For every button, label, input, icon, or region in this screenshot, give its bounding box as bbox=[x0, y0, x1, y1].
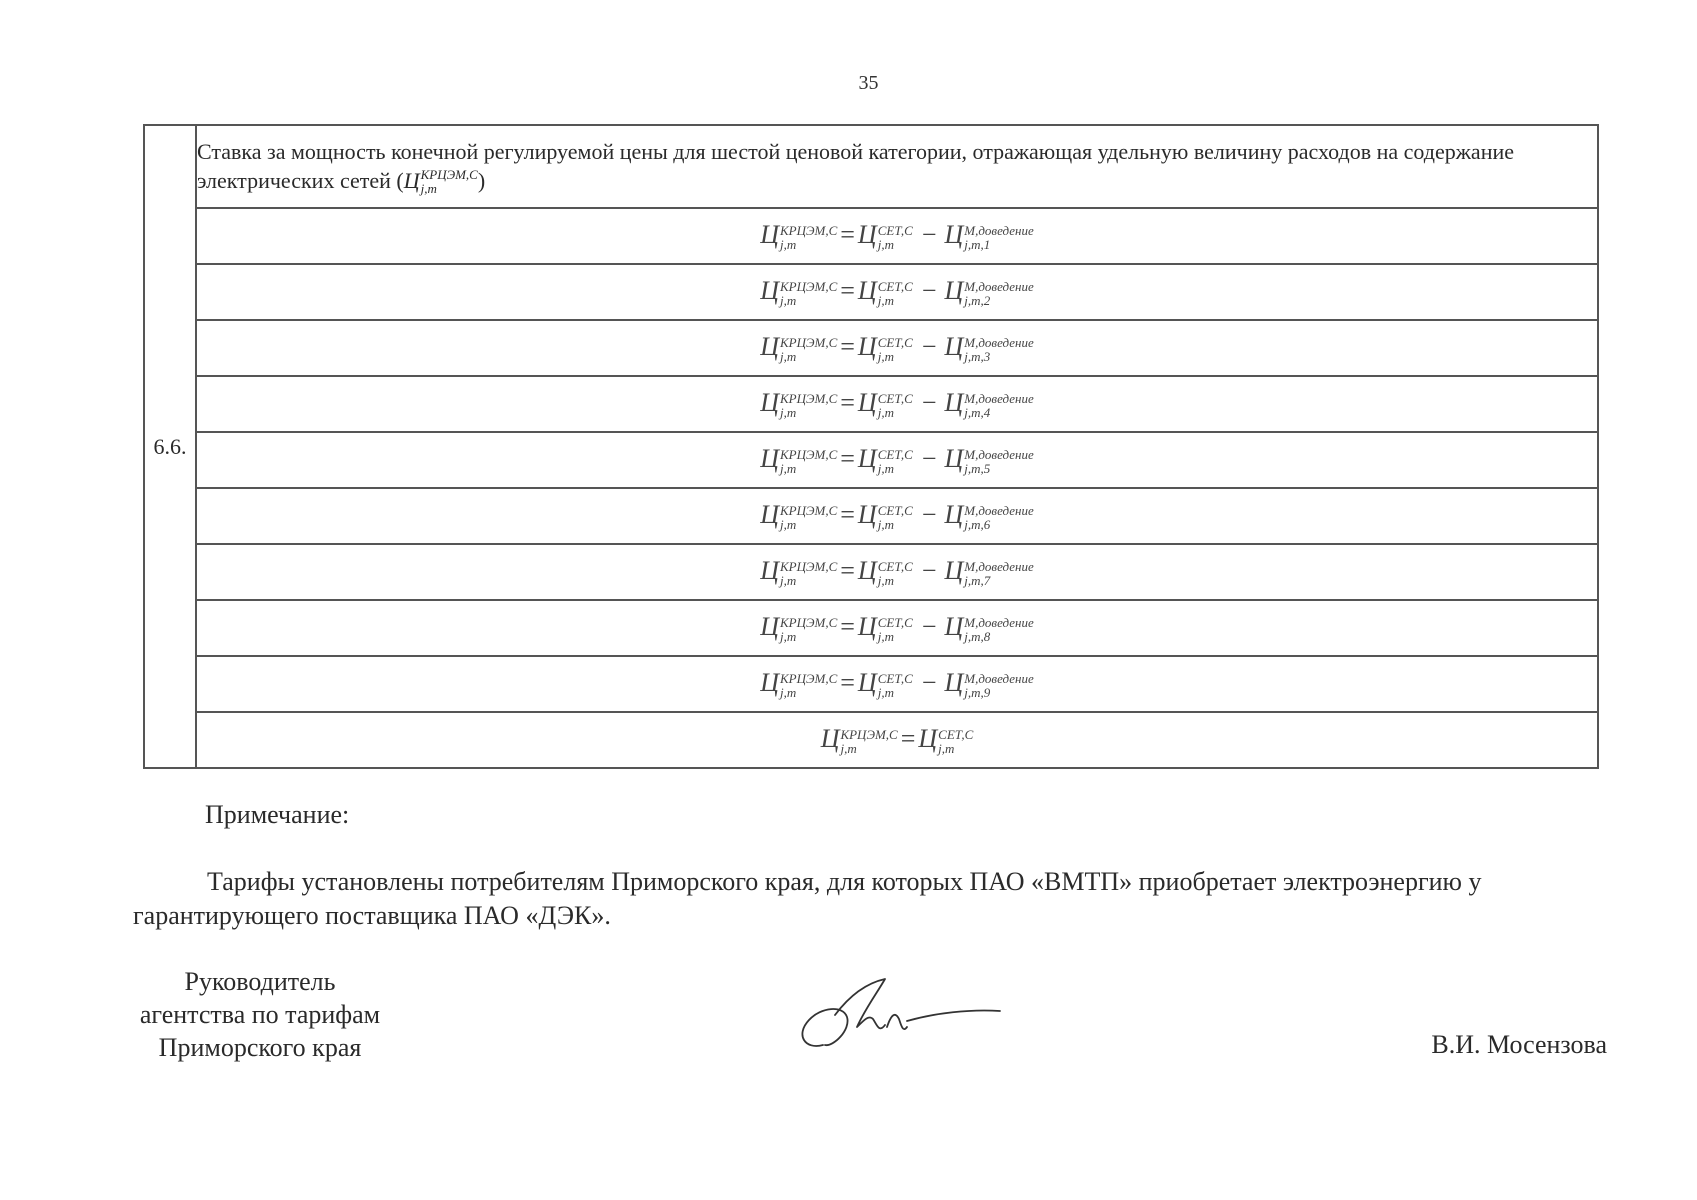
formula-row bbox=[144, 264, 1598, 320]
minus-sign: − bbox=[921, 220, 937, 250]
formula-cell bbox=[196, 376, 1598, 432]
formula-m-term: Ц М,доведение j,m,1 bbox=[944, 220, 1034, 252]
description-close: ) bbox=[477, 167, 486, 193]
formula-m-term: Ц М,доведение j,m,2 bbox=[944, 276, 1034, 308]
equals-sign: = bbox=[840, 668, 855, 698]
note-title: Примечание: bbox=[205, 800, 350, 829]
note-text: Тарифы установлены потребителям Приморского края, для которых ПАО «ВМТП» приобретает электроэнергию у гарантирующего поставщика ПАО «ДЭК». bbox=[133, 867, 1482, 930]
formula bbox=[760, 220, 1034, 251]
minus-sign: − bbox=[921, 388, 937, 418]
signatory-line-1: Руководитель bbox=[184, 967, 336, 996]
formula-m-term: Ц М,доведение j,m,8 bbox=[944, 612, 1034, 644]
formula-cell bbox=[196, 488, 1598, 544]
formula-lhs: Ц КРЦЭМ,С j,m bbox=[760, 668, 838, 700]
formula-set-term: Ц СЕТ,С j,m bbox=[857, 276, 913, 308]
formula-set-term: Ц СЕТ,С j,m bbox=[857, 388, 913, 420]
row-description bbox=[196, 125, 1598, 208]
formula-set-term: Ц СЕТ,С j,m bbox=[857, 612, 913, 644]
formula bbox=[760, 388, 1034, 419]
equals-sign: = bbox=[840, 220, 855, 250]
formula-cell bbox=[196, 656, 1598, 712]
minus-sign: − bbox=[921, 668, 937, 698]
formula bbox=[821, 724, 974, 755]
formula-m-term: Ц М,доведение j,m,3 bbox=[944, 332, 1034, 364]
minus-sign: − bbox=[921, 332, 937, 362]
formula-set-term: Ц СЕТ,С j,m bbox=[857, 220, 913, 252]
formula-row bbox=[144, 600, 1598, 656]
formula-cell bbox=[196, 544, 1598, 600]
minus-sign: − bbox=[921, 500, 937, 530]
signer-name: В.И. Мосензова bbox=[1431, 1030, 1607, 1059]
formula-row bbox=[144, 432, 1598, 488]
formula-row bbox=[144, 544, 1598, 600]
formula-set-term: Ц СЕТ,С j,m bbox=[857, 556, 913, 588]
formula-lhs: Ц КРЦЭМ,С j,m bbox=[760, 220, 838, 252]
formula-row bbox=[144, 208, 1598, 264]
formula-cell bbox=[196, 600, 1598, 656]
formula bbox=[760, 612, 1034, 643]
formula-m-term: Ц М,доведение j,m,4 bbox=[944, 388, 1034, 420]
signatory-line-3: Приморского края bbox=[158, 1033, 362, 1062]
equals-sign: = bbox=[840, 276, 855, 306]
formula-row bbox=[144, 376, 1598, 432]
equals-sign: = bbox=[900, 724, 916, 754]
equals-sign: = bbox=[840, 556, 855, 586]
handwritten-signature bbox=[795, 975, 1005, 1055]
formula-cell bbox=[196, 712, 1598, 768]
formula-m-term: Ц М,доведение j,m,6 bbox=[944, 500, 1034, 532]
formula-lhs: Ц КРЦЭМ,С j,m bbox=[760, 556, 838, 588]
formula-cell bbox=[196, 208, 1598, 264]
formula bbox=[760, 276, 1034, 307]
table-header-row bbox=[144, 125, 1598, 208]
formula-lhs: Ц КРЦЭМ,С j,m bbox=[760, 444, 838, 476]
formula-lhs: Ц КРЦЭМ,С j,m bbox=[760, 500, 838, 532]
formula-m-term: Ц М,доведение j,m,7 bbox=[944, 556, 1034, 588]
formula-row bbox=[144, 488, 1598, 544]
formula-lhs: Ц КРЦЭМ,С j,m bbox=[760, 276, 838, 308]
formula bbox=[760, 444, 1034, 475]
formula bbox=[760, 332, 1034, 363]
formula-set-term: Ц СЕТ,С j,m bbox=[857, 332, 913, 364]
row-number: 6.6. bbox=[144, 125, 196, 768]
formula-set-term: Ц СЕТ,С j,m bbox=[918, 724, 974, 756]
formula-lhs: Ц КРЦЭМ,С j,m bbox=[760, 388, 838, 420]
formula-set-term: Ц СЕТ,С j,m bbox=[857, 668, 913, 700]
formula-set-term: Ц СЕТ,С j,m bbox=[857, 500, 913, 532]
formula-m-term: Ц М,доведение j,m,5 bbox=[944, 444, 1034, 476]
description-text: Ставка за мощность конечной регулируемой цены для шестой ценовой категории, отражающая удельную величину расходов на содержание электрических сетей ( bbox=[197, 138, 1515, 193]
formula-cell bbox=[196, 264, 1598, 320]
formula-set-term: Ц СЕТ,С j,m bbox=[857, 444, 913, 476]
equals-sign: = bbox=[840, 612, 855, 642]
formula bbox=[760, 556, 1034, 587]
equals-sign: = bbox=[840, 332, 855, 362]
page-number: 35 bbox=[858, 72, 879, 94]
formula-lhs: Ц КРЦЭМ,С j,m bbox=[760, 612, 838, 644]
minus-sign: − bbox=[921, 612, 937, 642]
minus-sign: − bbox=[921, 444, 937, 474]
formula-m-term: Ц М,доведение j,m,9 bbox=[944, 668, 1034, 700]
signatory-line-2: агентства по тарифам bbox=[139, 1000, 381, 1029]
description-symbol: Ц КРЦЭМ,С j,m bbox=[403, 167, 478, 197]
signatory-position bbox=[120, 965, 400, 1064]
formula-row bbox=[144, 712, 1598, 768]
formula-cell bbox=[196, 432, 1598, 488]
equals-sign: = bbox=[840, 388, 855, 418]
minus-sign: − bbox=[921, 276, 937, 306]
formula-lhs: Ц КРЦЭМ,С j,m bbox=[820, 724, 898, 756]
equals-sign: = bbox=[840, 444, 855, 474]
formula-lhs: Ц КРЦЭМ,С j,m bbox=[760, 332, 838, 364]
formula bbox=[760, 500, 1034, 531]
rates-table bbox=[143, 124, 1599, 769]
formula-cell bbox=[196, 320, 1598, 376]
formula-row bbox=[144, 656, 1598, 712]
minus-sign: − bbox=[921, 556, 937, 586]
formula bbox=[760, 668, 1034, 699]
equals-sign: = bbox=[840, 500, 855, 530]
formula-row bbox=[144, 320, 1598, 376]
